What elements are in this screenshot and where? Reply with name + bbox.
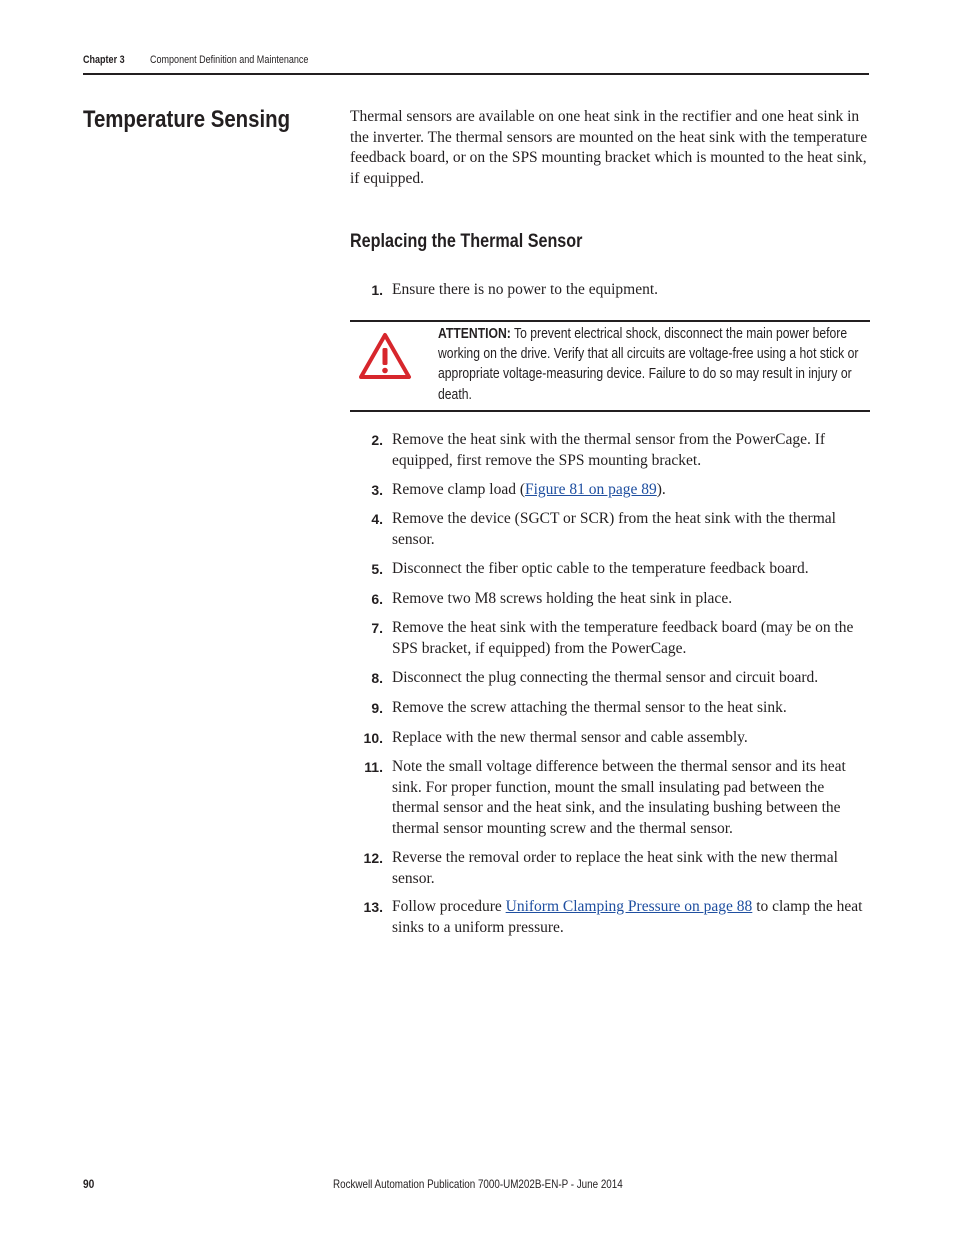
attention-label: ATTENTION:: [438, 326, 511, 342]
step-number: 5.: [371, 561, 383, 577]
step-number: 2.: [371, 432, 383, 448]
step-text: Ensure there is no power to the equipment.: [392, 281, 659, 298]
attention-box: [350, 320, 870, 412]
step-text-prefix: Follow procedure: [392, 898, 506, 915]
step-text: Remove the heat sink with the thermal sensor from the PowerCage. If equipped, first remove the SPS mounting bracket.: [392, 431, 826, 469]
step-number: 7.: [371, 620, 383, 636]
step-number: 8.: [371, 670, 383, 686]
step-text: Remove the screw attaching the thermal sensor to the heat sink.: [392, 699, 787, 716]
step-text: [392, 480, 870, 501]
chapter-label: Chapter 3: [83, 54, 125, 66]
section-title: Temperature Sensing: [83, 106, 291, 133]
step-number: 11.: [364, 759, 383, 775]
figure-81-link[interactable]: Figure 81 on page 89: [525, 481, 657, 498]
chapter-title: Component Definition and Maintenance: [150, 54, 309, 66]
step-text: Note the small voltage difference between the thermal sensor and its heat sink. For proper function, mount the small insulating pad between the thermal sensor and the heat sink, and the insulating bushing between the thermal sensor mounting screw and the thermal sensor.: [392, 758, 846, 837]
step-number: 10.: [363, 730, 383, 746]
running-header: [83, 53, 869, 77]
step-text: [392, 897, 870, 938]
intro-paragraph: Thermal sensors are available on one heat sink in the rectifier and one heat sink in the inverter. The thermal sensors are mounted on the heat sink with the temperature feedback board, or on the SPS mounting bracket which is mounted to the heat sink, if equipped.: [350, 108, 868, 187]
step-text: Disconnect the fiber optic cable to the temperature feedback board.: [392, 560, 809, 577]
warning-triangle-icon: [358, 332, 412, 380]
step-text-suffix: ).: [656, 481, 666, 498]
step-text: Remove the device (SGCT or SCR) from the heat sink with the thermal sensor.: [392, 510, 836, 548]
step-number: 3.: [371, 482, 383, 498]
step-text: Reverse the removal order to replace the heat sink with the new thermal sensor.: [392, 849, 838, 887]
attention-message: To prevent electrical shock, disconnect the main power before working on the drive. Verify that all circuits are voltage-free using a hot stick or appropriate voltage-measuring device. Failure to do so may result in injury or death.: [438, 326, 859, 403]
step-number: 13.: [363, 899, 383, 915]
step-text: Remove the heat sink with the temperature feedback board (may be on the SPS bracket, if equipped) from the PowerCage.: [392, 619, 854, 657]
step-number: 12.: [363, 850, 383, 866]
publication-info: Rockwell Automation Publication 7000-UM202B-EN-P - June 2014: [333, 1177, 623, 1191]
subsection-title: Replacing the Thermal Sensor: [350, 231, 583, 252]
step-number: 9.: [371, 700, 383, 716]
step-text-prefix: Remove clamp load (: [392, 481, 525, 498]
step-text: Remove two M8 screws holding the heat sink in place.: [392, 590, 733, 607]
step-number: 4.: [371, 511, 383, 527]
attention-text: [438, 324, 868, 405]
step-number: 1.: [371, 282, 383, 298]
uniform-clamping-pressure-link[interactable]: Uniform Clamping Pressure on page 88: [505, 898, 753, 915]
step-number: 6.: [371, 591, 383, 607]
step-text-suffix: to clamp the heat sinks to a uniform pressure.: [392, 898, 863, 936]
header-rule: [83, 73, 869, 75]
step-text: Disconnect the plug connecting the thermal sensor and circuit board.: [392, 669, 819, 686]
step-text: Replace with the new thermal sensor and cable assembly.: [392, 729, 748, 746]
page-number: 90: [83, 1177, 95, 1191]
